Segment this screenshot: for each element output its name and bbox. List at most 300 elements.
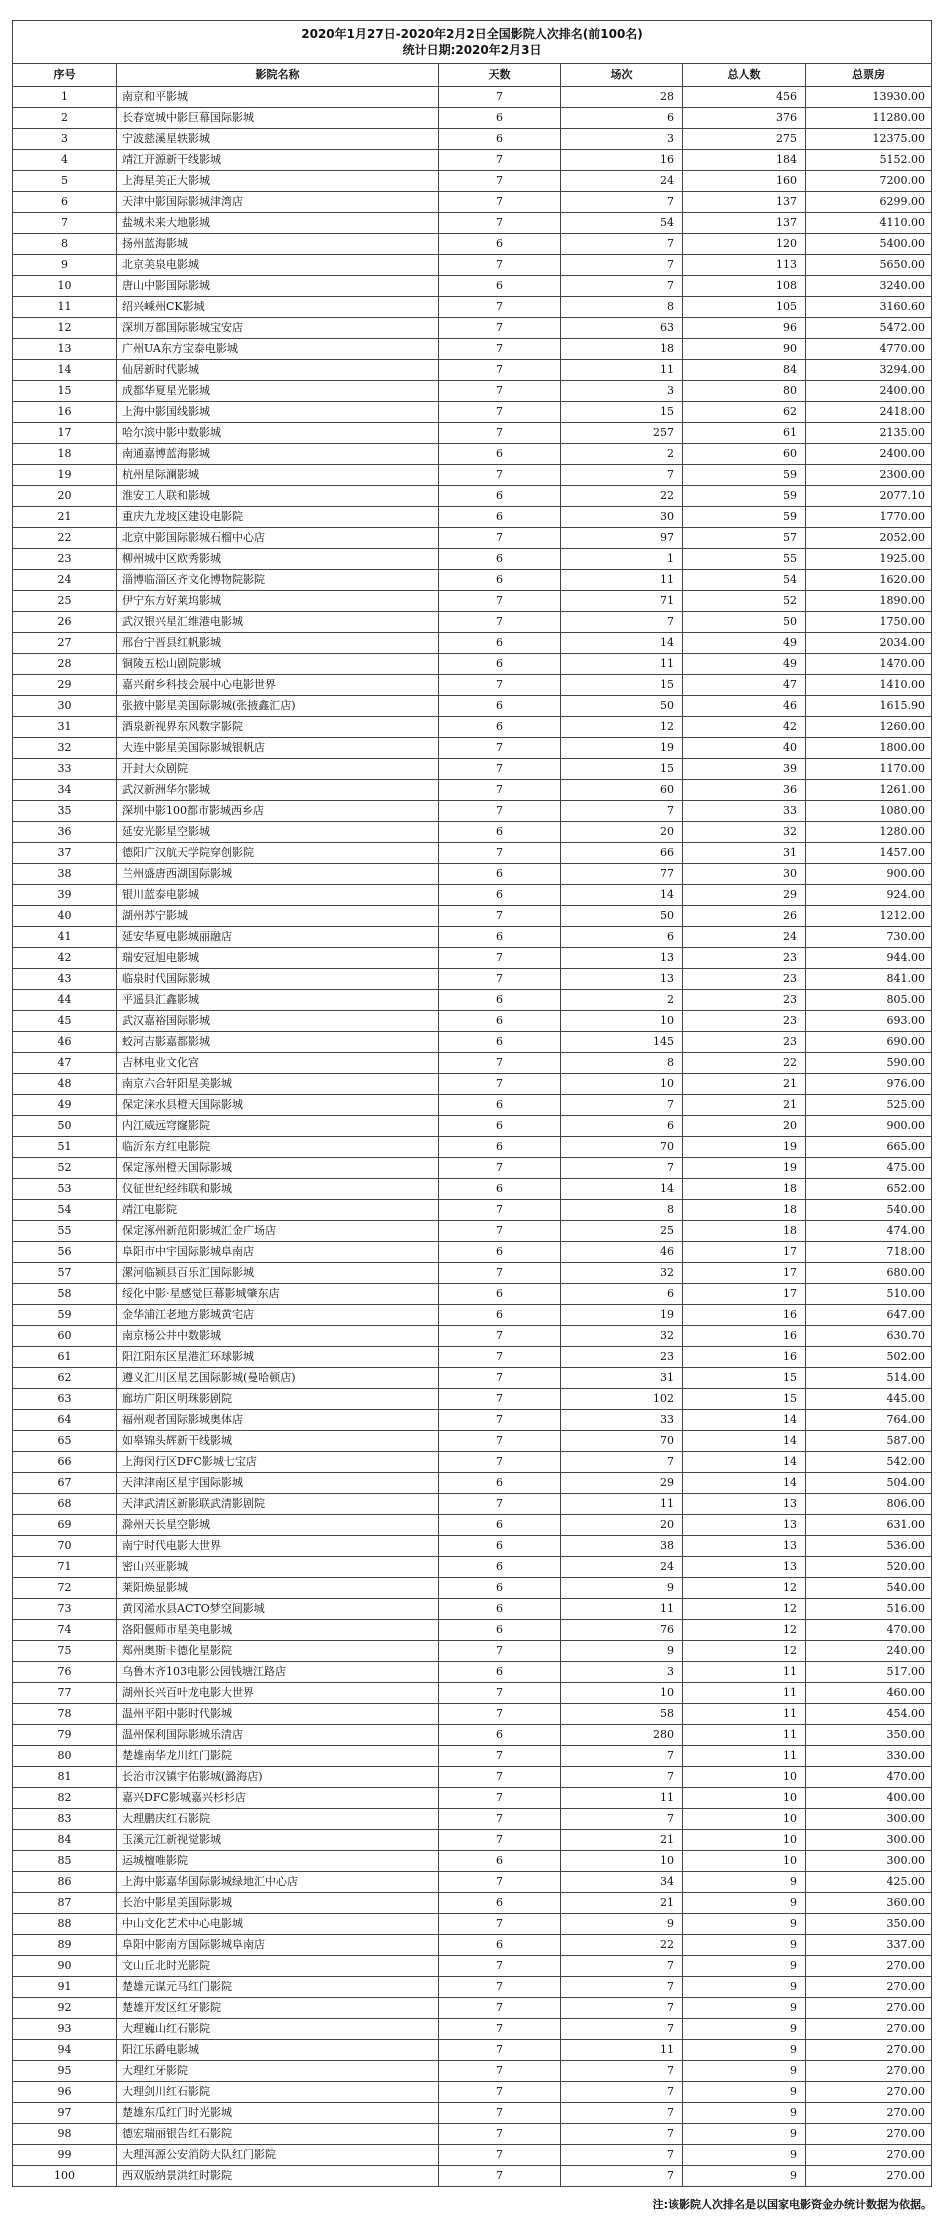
cell-rank: 39 xyxy=(13,885,117,906)
cell-audience: 15 xyxy=(683,1389,806,1410)
cell-days: 6 xyxy=(439,1557,561,1578)
table-row xyxy=(13,549,932,570)
cell-box-office: 516.00 xyxy=(806,1599,932,1620)
cell-shows: 14 xyxy=(561,633,683,654)
cell-shows: 76 xyxy=(561,1620,683,1641)
cell-shows: 280 xyxy=(561,1725,683,1746)
cell-box-office: 1170.00 xyxy=(806,759,932,780)
cell-rank: 32 xyxy=(13,738,117,759)
cell-days: 6 xyxy=(439,276,561,297)
cell-days: 7 xyxy=(439,150,561,171)
cell-rank: 58 xyxy=(13,1284,117,1305)
cell-shows: 7 xyxy=(561,1767,683,1788)
cell-audience: 9 xyxy=(683,2145,806,2166)
cell-shows: 50 xyxy=(561,696,683,717)
cell-shows: 7 xyxy=(561,2019,683,2040)
cell-box-office: 270.00 xyxy=(806,2040,932,2061)
cell-rank: 14 xyxy=(13,360,117,381)
cell-days: 6 xyxy=(439,1305,561,1326)
cell-rank: 8 xyxy=(13,234,117,255)
table-row xyxy=(13,318,932,339)
cell-cinema-name: 德阳广汉航天学院穿创影院 xyxy=(117,843,439,864)
cell-box-office: 4110.00 xyxy=(806,213,932,234)
table-title xyxy=(13,21,932,64)
cell-box-office: 270.00 xyxy=(806,1998,932,2019)
cell-audience: 36 xyxy=(683,780,806,801)
table-row xyxy=(13,2145,932,2166)
cell-days: 6 xyxy=(439,864,561,885)
cell-shows: 32 xyxy=(561,1263,683,1284)
cell-rank: 20 xyxy=(13,486,117,507)
table-row xyxy=(13,1347,932,1368)
cell-cinema-name: 开封大众剧院 xyxy=(117,759,439,780)
cell-audience: 40 xyxy=(683,738,806,759)
cell-audience: 12 xyxy=(683,1620,806,1641)
cell-cinema-name: 延安光影星空影城 xyxy=(117,822,439,843)
cell-days: 7 xyxy=(439,906,561,927)
cell-box-office: 1890.00 xyxy=(806,591,932,612)
cell-cinema-name: 邢台宁晋县红帆影城 xyxy=(117,633,439,654)
table-row xyxy=(13,675,932,696)
cell-box-office: 1080.00 xyxy=(806,801,932,822)
cell-audience: 16 xyxy=(683,1305,806,1326)
cell-cinema-name: 保定涞水县橙天国际影城 xyxy=(117,1095,439,1116)
cell-days: 7 xyxy=(439,1914,561,1935)
cell-days: 7 xyxy=(439,1221,561,1242)
cell-audience: 52 xyxy=(683,591,806,612)
cell-days: 7 xyxy=(439,2061,561,2082)
cell-box-office: 2052.00 xyxy=(806,528,932,549)
table-body xyxy=(13,87,932,2187)
cell-box-office: 525.00 xyxy=(806,1095,932,1116)
cell-box-office: 4770.00 xyxy=(806,339,932,360)
cell-shows: 7 xyxy=(561,2082,683,2103)
cell-shows: 257 xyxy=(561,423,683,444)
cell-box-office: 330.00 xyxy=(806,1746,932,1767)
cell-days: 7 xyxy=(439,171,561,192)
table-row xyxy=(13,927,932,948)
cell-box-office: 652.00 xyxy=(806,1179,932,1200)
cell-audience: 42 xyxy=(683,717,806,738)
cell-rank: 38 xyxy=(13,864,117,885)
cell-days: 7 xyxy=(439,1830,561,1851)
cell-cinema-name: 大理鹏庆红石影院 xyxy=(117,1809,439,1830)
cell-shows: 10 xyxy=(561,1011,683,1032)
cell-shows: 14 xyxy=(561,1179,683,1200)
cell-shows: 9 xyxy=(561,1914,683,1935)
cell-shows: 7 xyxy=(561,192,683,213)
cell-rank: 69 xyxy=(13,1515,117,1536)
cell-rank: 28 xyxy=(13,654,117,675)
cell-rank: 82 xyxy=(13,1788,117,1809)
cell-rank: 77 xyxy=(13,1683,117,1704)
cell-cinema-name: 仙居新时代影城 xyxy=(117,360,439,381)
cell-box-office: 900.00 xyxy=(806,1116,932,1137)
cell-audience: 160 xyxy=(683,171,806,192)
cell-box-office: 2418.00 xyxy=(806,402,932,423)
cell-rank: 87 xyxy=(13,1893,117,1914)
cell-shows: 6 xyxy=(561,108,683,129)
header-row xyxy=(13,64,932,87)
cell-audience: 10 xyxy=(683,1767,806,1788)
table-row xyxy=(13,87,932,108)
cell-rank: 66 xyxy=(13,1452,117,1473)
cell-audience: 31 xyxy=(683,843,806,864)
cell-box-office: 1212.00 xyxy=(806,906,932,927)
cell-cinema-name: 天津武清区新影联武清影剧院 xyxy=(117,1494,439,1515)
cell-box-office: 647.00 xyxy=(806,1305,932,1326)
cell-cinema-name: 玉溪元江新视觉影城 xyxy=(117,1830,439,1851)
cell-box-office: 2300.00 xyxy=(806,465,932,486)
cell-rank: 50 xyxy=(13,1116,117,1137)
cell-box-office: 590.00 xyxy=(806,1053,932,1074)
cell-rank: 41 xyxy=(13,927,117,948)
cell-cinema-name: 大理洱源公安消防大队红门影院 xyxy=(117,2145,439,2166)
cell-rank: 85 xyxy=(13,1851,117,1872)
cell-cinema-name: 南宁时代电影大世界 xyxy=(117,1536,439,1557)
table-row xyxy=(13,780,932,801)
cell-days: 7 xyxy=(439,843,561,864)
cell-audience: 22 xyxy=(683,1053,806,1074)
cell-shows: 8 xyxy=(561,1200,683,1221)
cell-audience: 61 xyxy=(683,423,806,444)
cell-shows: 10 xyxy=(561,1074,683,1095)
header-box-office: 总票房 xyxy=(806,64,932,87)
cell-shows: 7 xyxy=(561,465,683,486)
table-row xyxy=(13,150,932,171)
cell-days: 7 xyxy=(439,948,561,969)
cell-shows: 8 xyxy=(561,1053,683,1074)
header-shows: 场次 xyxy=(561,64,683,87)
cell-shows: 7 xyxy=(561,234,683,255)
cell-audience: 84 xyxy=(683,360,806,381)
cell-cinema-name: 盐城未来大地影城 xyxy=(117,213,439,234)
cell-days: 6 xyxy=(439,1851,561,1872)
table-row xyxy=(13,1473,932,1494)
cell-box-office: 270.00 xyxy=(806,2124,932,2145)
cell-box-office: 270.00 xyxy=(806,1977,932,1998)
cell-cinema-name: 阜阳市中宇国际影城阜南店 xyxy=(117,1242,439,1263)
cell-rank: 59 xyxy=(13,1305,117,1326)
cell-days: 7 xyxy=(439,2145,561,2166)
cell-audience: 23 xyxy=(683,1011,806,1032)
table-row xyxy=(13,1200,932,1221)
cell-box-office: 1470.00 xyxy=(806,654,932,675)
cell-audience: 14 xyxy=(683,1452,806,1473)
cell-rank: 63 xyxy=(13,1389,117,1410)
cell-shows: 20 xyxy=(561,1515,683,1536)
cell-shows: 8 xyxy=(561,297,683,318)
cell-audience: 20 xyxy=(683,1116,806,1137)
cell-box-office: 693.00 xyxy=(806,1011,932,1032)
cell-cinema-name: 黄冈浠水县ACTO梦空间影城 xyxy=(117,1599,439,1620)
cell-audience: 14 xyxy=(683,1431,806,1452)
cell-audience: 19 xyxy=(683,1158,806,1179)
cell-shows: 66 xyxy=(561,843,683,864)
cell-cinema-name: 宁波慈溪星轶影城 xyxy=(117,129,439,150)
cell-box-office: 2034.00 xyxy=(806,633,932,654)
cell-rank: 1 xyxy=(13,87,117,108)
cell-days: 7 xyxy=(439,591,561,612)
cell-cinema-name: 金华浦江老地方影城黄宅店 xyxy=(117,1305,439,1326)
cell-box-office: 470.00 xyxy=(806,1620,932,1641)
cell-shows: 145 xyxy=(561,1032,683,1053)
table-row xyxy=(13,1410,932,1431)
cell-box-office: 270.00 xyxy=(806,1956,932,1977)
cell-box-office: 1457.00 xyxy=(806,843,932,864)
cell-days: 7 xyxy=(439,423,561,444)
cell-audience: 23 xyxy=(683,1032,806,1053)
cell-audience: 11 xyxy=(683,1725,806,1746)
cell-audience: 19 xyxy=(683,1137,806,1158)
cell-audience: 275 xyxy=(683,129,806,150)
cell-audience: 11 xyxy=(683,1704,806,1725)
table-row xyxy=(13,2061,932,2082)
title-line-2: 统计日期:2020年2月3日 xyxy=(402,43,542,57)
cell-rank: 4 xyxy=(13,150,117,171)
header-rank: 序号 xyxy=(13,64,117,87)
cell-cinema-name: 天津津南区星宇国际影城 xyxy=(117,1473,439,1494)
table-row xyxy=(13,213,932,234)
cell-box-office: 454.00 xyxy=(806,1704,932,1725)
cell-audience: 137 xyxy=(683,213,806,234)
cell-cinema-name: 内江威远穹窿影院 xyxy=(117,1116,439,1137)
table-row xyxy=(13,423,932,444)
cell-box-office: 270.00 xyxy=(806,2145,932,2166)
cell-rank: 46 xyxy=(13,1032,117,1053)
cell-rank: 76 xyxy=(13,1662,117,1683)
cell-days: 7 xyxy=(439,2019,561,2040)
cell-audience: 49 xyxy=(683,633,806,654)
cell-shows: 11 xyxy=(561,1494,683,1515)
cell-box-office: 924.00 xyxy=(806,885,932,906)
cell-audience: 46 xyxy=(683,696,806,717)
table-row xyxy=(13,1221,932,1242)
cell-audience: 23 xyxy=(683,948,806,969)
cell-rank: 93 xyxy=(13,2019,117,2040)
cell-shows: 6 xyxy=(561,927,683,948)
cell-shows: 31 xyxy=(561,1368,683,1389)
cell-days: 6 xyxy=(439,507,561,528)
cell-audience: 49 xyxy=(683,654,806,675)
cell-days: 7 xyxy=(439,1872,561,1893)
cell-box-office: 300.00 xyxy=(806,1851,932,1872)
cell-rank: 34 xyxy=(13,780,117,801)
table-row xyxy=(13,591,932,612)
cell-days: 7 xyxy=(439,1368,561,1389)
cell-rank: 72 xyxy=(13,1578,117,1599)
cell-box-office: 13930.00 xyxy=(806,87,932,108)
cell-box-office: 730.00 xyxy=(806,927,932,948)
cell-days: 6 xyxy=(439,1662,561,1683)
cell-shows: 7 xyxy=(561,1158,683,1179)
table-row xyxy=(13,990,932,1011)
cell-shows: 25 xyxy=(561,1221,683,1242)
table-row xyxy=(13,2019,932,2040)
cell-cinema-name: 上海闵行区DFC影城七宝店 xyxy=(117,1452,439,1473)
cell-box-office: 1770.00 xyxy=(806,507,932,528)
cell-shows: 19 xyxy=(561,1305,683,1326)
table-row xyxy=(13,1788,932,1809)
cell-audience: 39 xyxy=(683,759,806,780)
cell-cinema-name: 廊坊广阳区明珠影剧院 xyxy=(117,1389,439,1410)
cell-shows: 77 xyxy=(561,864,683,885)
cell-rank: 33 xyxy=(13,759,117,780)
table-row xyxy=(13,276,932,297)
cell-cinema-name: 天津中影国际影城津湾店 xyxy=(117,192,439,213)
cell-shows: 11 xyxy=(561,570,683,591)
cell-cinema-name: 淄博临淄区齐文化博物院影院 xyxy=(117,570,439,591)
cell-audience: 376 xyxy=(683,108,806,129)
table-row xyxy=(13,1893,932,1914)
cell-box-office: 2400.00 xyxy=(806,381,932,402)
cell-box-office: 5152.00 xyxy=(806,150,932,171)
cell-audience: 30 xyxy=(683,864,806,885)
table-row xyxy=(13,507,932,528)
cell-days: 7 xyxy=(439,1704,561,1725)
cell-days: 7 xyxy=(439,780,561,801)
cell-shows: 3 xyxy=(561,129,683,150)
cell-box-office: 3160.60 xyxy=(806,297,932,318)
cell-rank: 86 xyxy=(13,1872,117,1893)
table-row xyxy=(13,528,932,549)
cell-cinema-name: 德宏瑞丽银告红石影院 xyxy=(117,2124,439,2145)
cell-rank: 52 xyxy=(13,1158,117,1179)
cell-audience: 9 xyxy=(683,2124,806,2145)
cell-cinema-name: 郑州奥斯卡德化星影院 xyxy=(117,1641,439,1662)
cell-shows: 19 xyxy=(561,738,683,759)
cell-days: 7 xyxy=(439,1347,561,1368)
cell-audience: 9 xyxy=(683,1956,806,1977)
cell-days: 7 xyxy=(439,360,561,381)
cell-audience: 59 xyxy=(683,465,806,486)
cell-audience: 18 xyxy=(683,1200,806,1221)
cell-days: 6 xyxy=(439,1284,561,1305)
table-row xyxy=(13,129,932,150)
cell-cinema-name: 南京六合轩阳星美影城 xyxy=(117,1074,439,1095)
cell-cinema-name: 温州保利国际影城乐清店 xyxy=(117,1725,439,1746)
cell-audience: 120 xyxy=(683,234,806,255)
cell-cinema-name: 武汉新洲华尔影城 xyxy=(117,780,439,801)
table-row xyxy=(13,381,932,402)
cell-audience: 57 xyxy=(683,528,806,549)
cell-audience: 12 xyxy=(683,1578,806,1599)
cell-days: 6 xyxy=(439,1242,561,1263)
cell-days: 6 xyxy=(439,1137,561,1158)
cell-days: 6 xyxy=(439,108,561,129)
table-row xyxy=(13,1578,932,1599)
table-row xyxy=(13,1242,932,1263)
cell-shows: 7 xyxy=(561,612,683,633)
table-row xyxy=(13,1263,932,1284)
cell-days: 6 xyxy=(439,633,561,654)
cell-cinema-name: 文山丘北时光影院 xyxy=(117,1956,439,1977)
cell-audience: 9 xyxy=(683,1914,806,1935)
cell-box-office: 474.00 xyxy=(806,1221,932,1242)
cell-audience: 96 xyxy=(683,318,806,339)
table-row xyxy=(13,339,932,360)
cell-days: 6 xyxy=(439,1536,561,1557)
cell-box-office: 542.00 xyxy=(806,1452,932,1473)
cell-box-office: 900.00 xyxy=(806,864,932,885)
cell-audience: 13 xyxy=(683,1515,806,1536)
cell-box-office: 630.70 xyxy=(806,1326,932,1347)
cell-days: 6 xyxy=(439,444,561,465)
cell-cinema-name: 密山兴亚影城 xyxy=(117,1557,439,1578)
cell-days: 7 xyxy=(439,1389,561,1410)
cell-days: 6 xyxy=(439,654,561,675)
cell-days: 7 xyxy=(439,1767,561,1788)
cell-days: 7 xyxy=(439,969,561,990)
cell-days: 6 xyxy=(439,570,561,591)
cell-audience: 10 xyxy=(683,1851,806,1872)
cell-audience: 9 xyxy=(683,2082,806,2103)
cell-days: 6 xyxy=(439,1032,561,1053)
cell-rank: 95 xyxy=(13,2061,117,2082)
table-row xyxy=(13,1452,932,1473)
cell-days: 6 xyxy=(439,234,561,255)
cell-cinema-name: 深圳万都国际影城宝安店 xyxy=(117,318,439,339)
cell-rank: 27 xyxy=(13,633,117,654)
cell-box-office: 470.00 xyxy=(806,1767,932,1788)
table-row xyxy=(13,696,932,717)
cell-rank: 18 xyxy=(13,444,117,465)
table-row xyxy=(13,843,932,864)
cell-shows: 24 xyxy=(561,171,683,192)
table-row xyxy=(13,1641,932,1662)
cell-cinema-name: 乌鲁木齐103电影公园钱塘江路店 xyxy=(117,1662,439,1683)
cell-shows: 102 xyxy=(561,1389,683,1410)
cell-box-office: 690.00 xyxy=(806,1032,932,1053)
cell-cinema-name: 大理红牙影院 xyxy=(117,2061,439,2082)
table-row xyxy=(13,1326,932,1347)
cell-audience: 9 xyxy=(683,1977,806,1998)
table-row xyxy=(13,1809,932,1830)
cell-box-office: 944.00 xyxy=(806,948,932,969)
cell-days: 7 xyxy=(439,2166,561,2187)
cell-rank: 91 xyxy=(13,1977,117,1998)
cell-rank: 73 xyxy=(13,1599,117,1620)
cell-box-office: 1280.00 xyxy=(806,822,932,843)
cell-cinema-name: 阳江阳东区星港汇环球影城 xyxy=(117,1347,439,1368)
cell-shows: 7 xyxy=(561,2166,683,2187)
table-row xyxy=(13,759,932,780)
cell-shows: 6 xyxy=(561,1284,683,1305)
cell-rank: 35 xyxy=(13,801,117,822)
cell-cinema-name: 洛阳偃师市星美电影城 xyxy=(117,1620,439,1641)
cell-rank: 61 xyxy=(13,1347,117,1368)
cell-cinema-name: 莱阳焕显影城 xyxy=(117,1578,439,1599)
cell-days: 7 xyxy=(439,465,561,486)
cell-cinema-name: 长治市汉镇宇佑影城(潞海店) xyxy=(117,1767,439,1788)
cell-shows: 6 xyxy=(561,1116,683,1137)
cell-audience: 18 xyxy=(683,1179,806,1200)
cell-audience: 21 xyxy=(683,1095,806,1116)
cell-shows: 97 xyxy=(561,528,683,549)
table-row xyxy=(13,885,932,906)
cell-rank: 60 xyxy=(13,1326,117,1347)
cell-audience: 113 xyxy=(683,255,806,276)
cell-box-office: 425.00 xyxy=(806,1872,932,1893)
cell-audience: 33 xyxy=(683,801,806,822)
cell-box-office: 806.00 xyxy=(806,1494,932,1515)
table-row xyxy=(13,1830,932,1851)
cell-cinema-name: 保定涿州新范阳影城汇金广场店 xyxy=(117,1221,439,1242)
footnote: 注:该影院人次排名是以国家电影资金办统计数据为依据。 xyxy=(652,2198,932,2211)
cell-cinema-name: 绍兴嵊州CK影城 xyxy=(117,297,439,318)
table-row xyxy=(13,570,932,591)
cell-days: 7 xyxy=(439,402,561,423)
